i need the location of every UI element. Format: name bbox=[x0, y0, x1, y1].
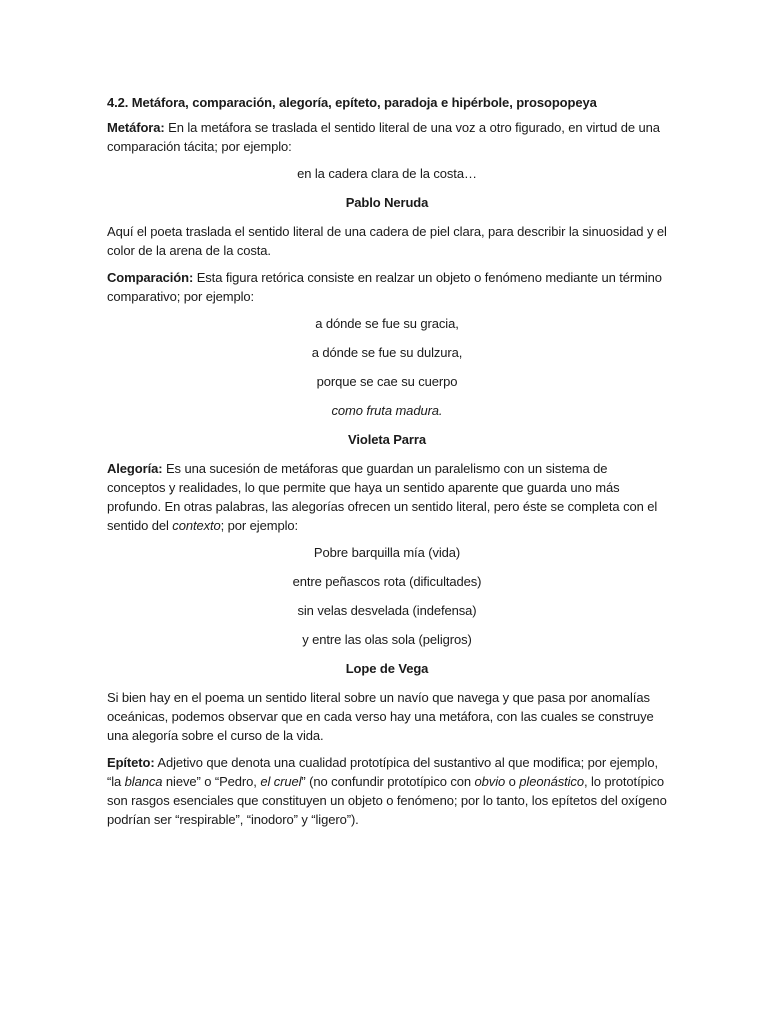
epiteto-term: Epíteto: bbox=[107, 755, 155, 770]
alegoria-explanation: Si bien hay en el poema un sentido literal sobre un navío que navega y que pasa por anomalías oceánicas, podemos observar que en cada verso hay una metáfora, con las cuales se construye una alegoría sobre el curso de la vida. bbox=[107, 690, 654, 743]
epiteto-example-blanca: blanca bbox=[124, 774, 163, 789]
alegoria-verse-1: Pobre barquilla mía (vida) bbox=[313, 545, 461, 560]
alegoria-paragraph bbox=[107, 459, 667, 535]
metafora-quote: en la cadera clara de la costa… bbox=[297, 166, 477, 181]
epiteto-text-5: , lo prototípico son rasgos esenciales que constituyen un objeto o fenómeno; por lo tanto, los epítetos del oxígeno podrían ser “respirable”, “inodoro” y “ligero”). bbox=[107, 774, 667, 827]
epiteto-paragraph bbox=[107, 753, 667, 829]
epiteto-text-2: nieve” o “Pedro, bbox=[162, 774, 261, 789]
comparacion-verse-3: porque se cae su cuerpo bbox=[316, 374, 458, 389]
epiteto-example-el-cruel: el cruel bbox=[260, 774, 302, 789]
alegoria-verse-3: sin velas desvelada (indefensa) bbox=[297, 603, 477, 618]
metafora-definition: En la metáfora se traslada el sentido literal de una voz a otro figurado, en virtud de una comparación tácita; por ejemplo: bbox=[107, 120, 660, 154]
metafora-explanation: Aquí el poeta traslada el sentido literal de una cadera de piel clara, para describir la sinuosidad y el color de la arena de la costa. bbox=[107, 224, 667, 258]
epiteto-text-4: o bbox=[505, 774, 520, 789]
alegoria-term: Alegoría: bbox=[107, 461, 163, 476]
epiteto-word-pleonastico: pleonástico bbox=[519, 774, 584, 789]
alegoria-contexto-word: contexto bbox=[172, 518, 221, 533]
comparacion-definition: Esta figura retórica consiste en realzar un objeto o fenómeno mediante un término comparativo; por ejemplo: bbox=[107, 270, 662, 304]
epiteto-word-obvio: obvio bbox=[474, 774, 506, 789]
author-pablo-neruda: Pablo Neruda bbox=[345, 195, 429, 210]
comparacion-term: Comparación: bbox=[107, 270, 194, 285]
epiteto-text-1: Adjetivo que denota una cualidad prototípica del sustantivo al que modifica; por ejemplo, “la bbox=[107, 755, 658, 789]
alegoria-definition: Es una sucesión de metáforas que guardan un paralelismo con un sistema de conceptos y realidades, lo que permite que haya un sentido aparente que guarda uno más profundo. En otras palabras, las alegorías ofrecen un sentido literal, pero éste se completa con el sentido del bbox=[107, 461, 658, 533]
section-heading: 4.2. Metáfora, comparación, alegoría, epíteto, paradoja e hipérbole, prosopopeya bbox=[107, 95, 597, 110]
metafora-term: Metáfora: bbox=[107, 120, 165, 135]
author-lope-de-vega: Lope de Vega bbox=[345, 661, 429, 676]
metafora-paragraph bbox=[107, 118, 667, 156]
comparacion-paragraph bbox=[107, 268, 667, 306]
alegoria-verse-4: y entre las olas sola (peligros) bbox=[302, 632, 472, 647]
comparacion-verse-4: como fruta madura. bbox=[331, 403, 443, 418]
author-violeta-parra: Violeta Parra bbox=[348, 432, 426, 447]
alegoria-verse-2: entre peñascos rota (dificultades) bbox=[292, 574, 482, 589]
document-content bbox=[107, 93, 667, 837]
comparacion-verse-1: a dónde se fue su gracia, bbox=[315, 316, 459, 331]
epiteto-text-3: ” (no confundir prototípico con bbox=[301, 774, 475, 789]
comparacion-verse-2: a dónde se fue su dulzura, bbox=[311, 345, 463, 360]
alegoria-definition-end: ; por ejemplo: bbox=[220, 518, 299, 533]
